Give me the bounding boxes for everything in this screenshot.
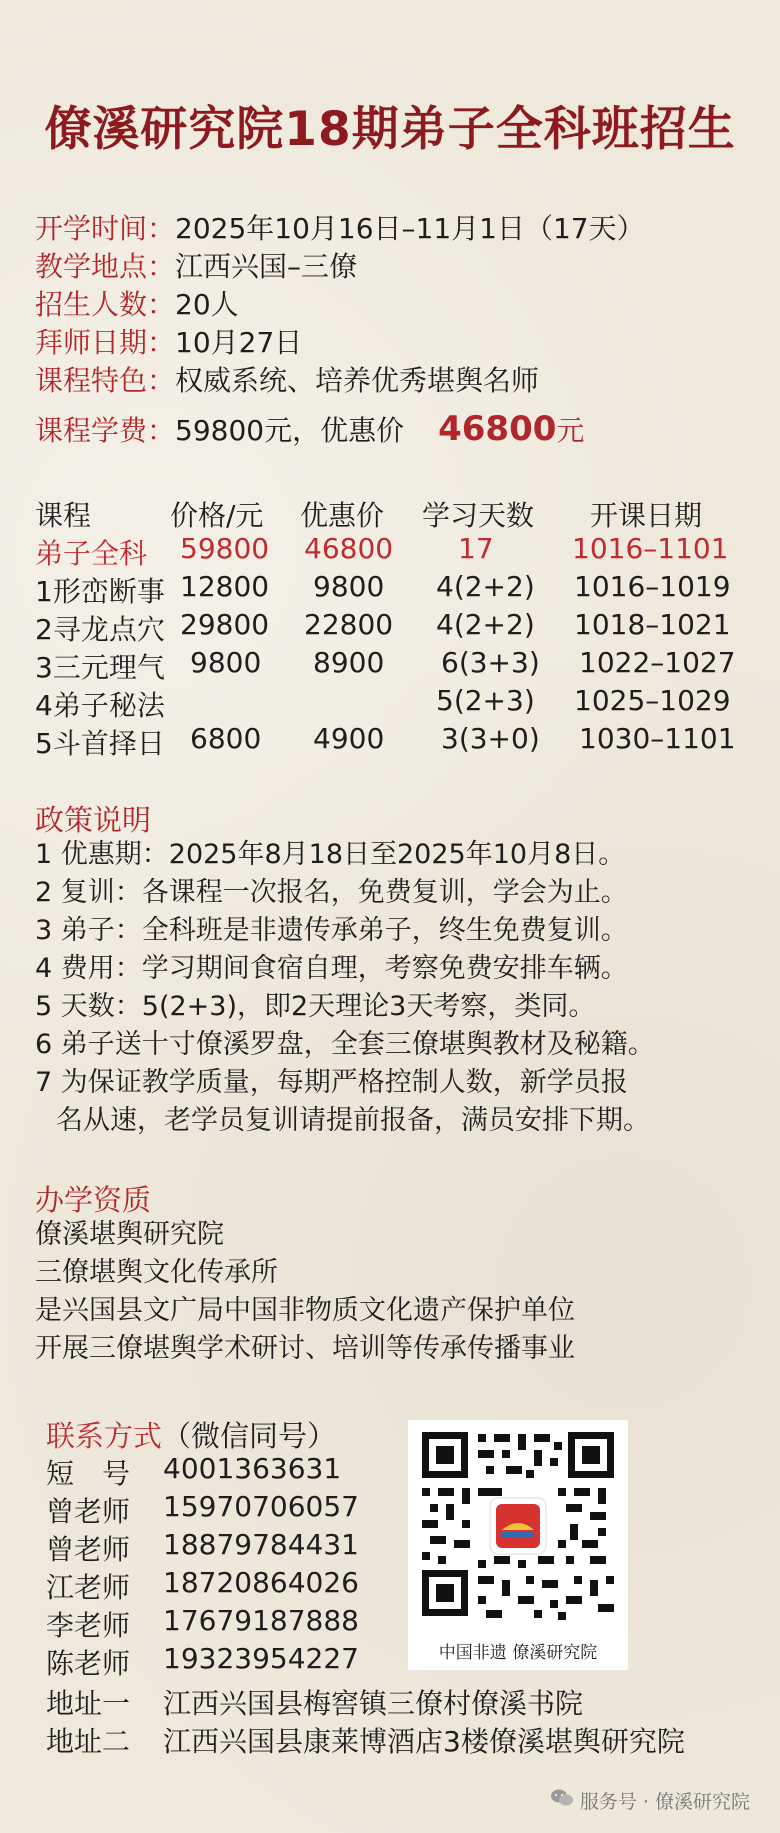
qr-code[interactable] — [408, 1420, 628, 1670]
qualification-line: 僚溪堪舆研究院 — [35, 1219, 224, 1250]
contact-name: 陈老师 — [46, 1647, 131, 1680]
policy-line: 5 天数：5(2+3)，即2天理论3天考察，类同。 — [35, 991, 596, 1022]
fee-unit: 元 — [556, 414, 585, 447]
info-label: 教学地点： — [35, 250, 176, 283]
table-cell: 1018–1021 — [574, 608, 731, 641]
contact-title: 联系方式 — [46, 1419, 163, 1453]
info-label: 拜师日期： — [35, 326, 176, 359]
qualification-line: 是兴国县文广局中国非物质文化遗产保护单位 — [35, 1295, 575, 1326]
table-cell: 9800 — [190, 646, 262, 679]
table-cell: 4(2+2) — [436, 570, 535, 603]
fee-value: 59800元，优惠价 — [175, 414, 405, 447]
contact-phone: 17679187888 — [163, 1604, 359, 1637]
fee-label: 课程学费： — [35, 414, 176, 447]
footer-text: 服务号 · 僚溪研究院 — [579, 1791, 750, 1813]
info-label: 课程特色： — [35, 364, 176, 397]
info-label: 开学时间： — [35, 212, 176, 245]
info-label: 招生人数： — [35, 288, 176, 321]
table-cell: 3(3+0) — [441, 722, 540, 755]
table-header: 课程 — [35, 499, 92, 532]
table-cell: 8900 — [313, 646, 385, 679]
info-enrollment — [35, 286, 239, 324]
info-value: 江西兴国–三僚 — [175, 250, 358, 283]
page-title: 僚溪研究院18期弟子全科班招生 — [44, 102, 736, 157]
table-cell: 59800 — [180, 532, 270, 565]
table-cell: 5斗首择日 — [35, 727, 165, 760]
table-cell: 1016–1101 — [572, 532, 729, 565]
policy-title: 政策说明 — [35, 803, 152, 837]
table-cell: 2寻龙点穴 — [35, 613, 165, 646]
table-cell: 1016–1019 — [574, 570, 731, 603]
info-location — [35, 248, 357, 286]
address-value: 江西兴国县梅窖镇三僚村僚溪书院 — [163, 1687, 584, 1720]
table-cell: 6(3+3) — [441, 646, 540, 679]
table-header: 优惠价 — [300, 499, 385, 532]
info-value: 权威系统、培养优秀堪舆名师 — [175, 364, 540, 397]
wechat-icon — [550, 1788, 574, 1813]
contact-name: 曾老师 — [46, 1495, 131, 1528]
contact-phone: 18720864026 — [163, 1566, 359, 1599]
table-header: 开课日期 — [590, 499, 703, 532]
info-ceremony-date — [35, 324, 302, 362]
qualification-line: 三僚堪舆文化传承所 — [35, 1257, 278, 1288]
policy-line: 7 为保证教学质量，每期严格控制人数，新学员报 — [35, 1067, 628, 1098]
qualification-title: 办学资质 — [35, 1183, 152, 1217]
policy-line: 2 复训：各课程一次报名，免费复训，学会为止。 — [35, 877, 628, 908]
contact-note: （微信同号） — [162, 1419, 337, 1453]
table-cell: 4弟子秘法 — [35, 689, 165, 722]
table-header: 价格/元 — [170, 499, 264, 532]
qualification-line: 开展三僚堪舆学术研讨、培训等传承传播事业 — [35, 1333, 575, 1364]
info-value: 20人 — [175, 288, 239, 321]
policy-line: 3 弟子：全科班是非遗传承弟子，终生免费复训。 — [35, 915, 628, 946]
table-cell: 29800 — [180, 608, 270, 641]
policy-line: 6 弟子送十寸僚溪罗盘，全套三僚堪舆教材及秘籍。 — [35, 1029, 655, 1060]
contact-phone: 4001363631 — [163, 1452, 342, 1485]
info-value: 2025年10月16日–11月1日（17天） — [175, 212, 645, 245]
info-fee — [35, 410, 584, 450]
table-cell: 5(2+3) — [436, 684, 535, 717]
table-cell: 9800 — [313, 570, 385, 603]
table-cell: 4900 — [313, 722, 385, 755]
policy-line: 1 优惠期：2025年8月18日至2025年10月8日。 — [35, 839, 626, 870]
table-cell: 6800 — [190, 722, 262, 755]
contact-phone: 15970706057 — [163, 1490, 359, 1523]
table-cell: 22800 — [304, 608, 394, 641]
table-cell: 1025–1029 — [574, 684, 731, 717]
fee-discount: 46800 — [438, 409, 557, 449]
table-cell: 3三元理气 — [35, 651, 165, 684]
info-value: 10月27日 — [175, 326, 303, 359]
table-cell: 1030–1101 — [579, 722, 736, 755]
contact-phone: 19323954227 — [163, 1642, 359, 1675]
policy-line: 4 费用：学习期间食宿自理，考察免费安排车辆。 — [35, 953, 628, 984]
table-cell: 17 — [458, 532, 494, 565]
table-cell: 1形峦断事 — [35, 575, 165, 608]
contact-name: 短 号 — [46, 1457, 131, 1490]
footer — [550, 1787, 750, 1814]
table-cell: 46800 — [304, 532, 394, 565]
info-features — [35, 362, 539, 400]
address-label: 地址一 — [46, 1687, 131, 1720]
contact-name: 江老师 — [46, 1571, 131, 1604]
table-header: 学习天数 — [422, 499, 535, 532]
info-start-time — [35, 210, 645, 248]
table-cell: 12800 — [180, 570, 270, 603]
qr-caption: 中国非遗 僚溪研究院 — [438, 1643, 598, 1663]
table-cell: 4(2+2) — [436, 608, 535, 641]
contact-phone: 18879784431 — [163, 1528, 359, 1561]
policy-line: 名从速，老学员复训请提前报备，满员安排下期。 — [56, 1105, 650, 1136]
table-cell: 1022–1027 — [579, 646, 736, 679]
address-value: 江西兴国县康莱博酒店3楼僚溪堪舆研究院 — [163, 1725, 685, 1758]
address-label: 地址二 — [46, 1725, 131, 1758]
contact-heading — [46, 1414, 336, 1455]
contact-name: 曾老师 — [46, 1533, 131, 1566]
table-cell: 弟子全科 — [35, 537, 148, 570]
qr-code-graphic — [408, 1420, 628, 1635]
contact-name: 李老师 — [46, 1609, 131, 1642]
